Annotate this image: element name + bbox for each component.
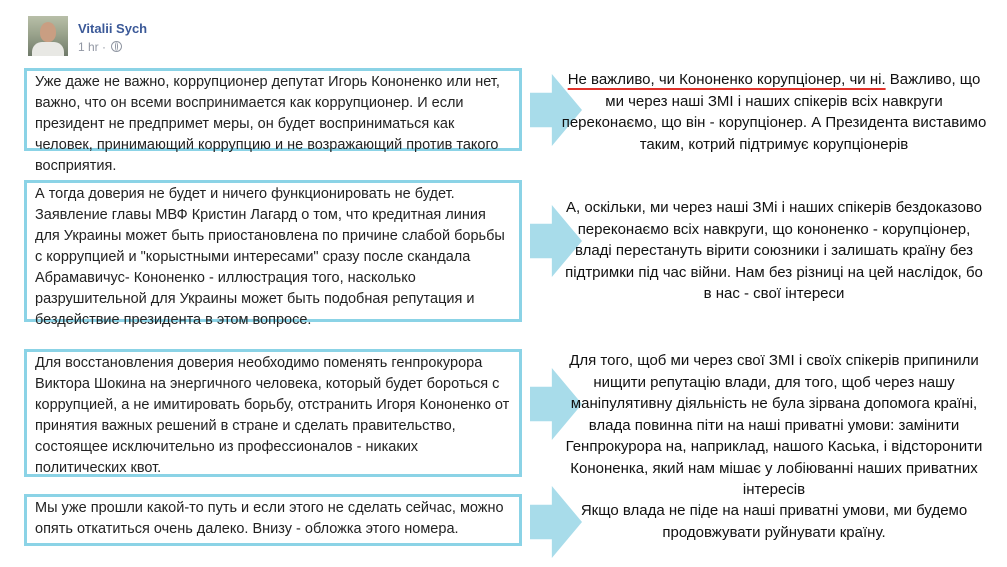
quote-text: А тогда доверия не будет и ничего функционировать не будет. Заявление главы МВФ Кристин Лагард о том, что кредитная линия для Украины может быть приостановлена по причине слабой борьбы с коррупцией и "корыстными интересами" сразу после скандала Абрамавичус- Кононенко - иллюстрация того, насколько разрушительной для Украины может быть подобная репутация и бездействие президента в этом вопросе.	[35, 186, 505, 328]
russian-quote-3	[24, 349, 522, 477]
quote-text: Уже даже не важно, коррупционер депутат Игорь Кононенко или нет, важно, что он всеми воспринимается как коррупционер. И если президент не предпримет меры, он будет восприниматься как человек, принимающий коррупцию и не возражающий против такого восприятия.	[35, 74, 500, 174]
author-name[interactable]: Vitalii Sych	[78, 21, 148, 36]
highlighted-phrase: Не важливо, чи Кононенко корупціонер, чи ні.	[567, 71, 886, 88]
quote-text: Мы уже прошли какой-то путь и если этого не сделать сейчас, можно опять откатиться очень далеко. Внизу - обложка этого номера.	[35, 500, 504, 537]
ukrainian-translation-3	[560, 350, 988, 501]
ukrainian-translation-1	[560, 69, 988, 155]
globe-icon[interactable]	[111, 41, 122, 52]
ukrainian-translation-4	[560, 500, 988, 543]
russian-quote-4	[24, 494, 522, 546]
quote-text: Для восстановления доверия необходимо поменять генпрокурора Виктора Шокина на энергичного человека, который будет бороться с коррупцией, а не имитировать борьбу, отстранить Игоря Кононенко от принятия важных решений в стране и сделать правительство, состоящее исключительно из профессионалов - никаких политических квот.	[35, 355, 510, 476]
ukrainian-translation-2	[560, 197, 988, 305]
russian-quote-1	[24, 68, 522, 174]
translation-text: Важливо, що ми через наші ЗМІ і наших спікерів всіх навкруги переконаємо, що він - корупціонер. А Президента виставимо таким, котрий підтримує корупціонерів	[561, 71, 987, 153]
translation-text: Якщо влада не піде на наші приватні умови, ми будемо продовжувати руйнувати країну.	[580, 502, 968, 541]
russian-quote-2	[24, 180, 522, 328]
meta-separator: ·	[102, 40, 107, 54]
avatar[interactable]	[28, 16, 68, 56]
translation-text: Для того, щоб ми через свої ЗМІ і своїх спікерів припинили нищити репутацію влади, для того, щоб через нашу маніпулятивну діяльність не була зірвана допомога країні, влада повинна піти на наші приватні умови: замінити Генпрокурора на, наприклад, нашого Каська, і відсторонити Кононенка, який нам мішає у лобіюванні наших приватних інтересів	[565, 352, 983, 498]
translation-text: А, оскільки, ми через наші ЗМі і наших спікерів бездоказово переконаємо всіх навкруги, що кононенко - корупціонер, владі перестануть вірити союзники і залишать країну без підтримки під час війни. Нам без різниці на цей наслідок, бо в нас - свої інтереси	[565, 199, 983, 302]
post-meta	[78, 40, 122, 54]
post-time[interactable]: 1 hr	[78, 40, 99, 54]
